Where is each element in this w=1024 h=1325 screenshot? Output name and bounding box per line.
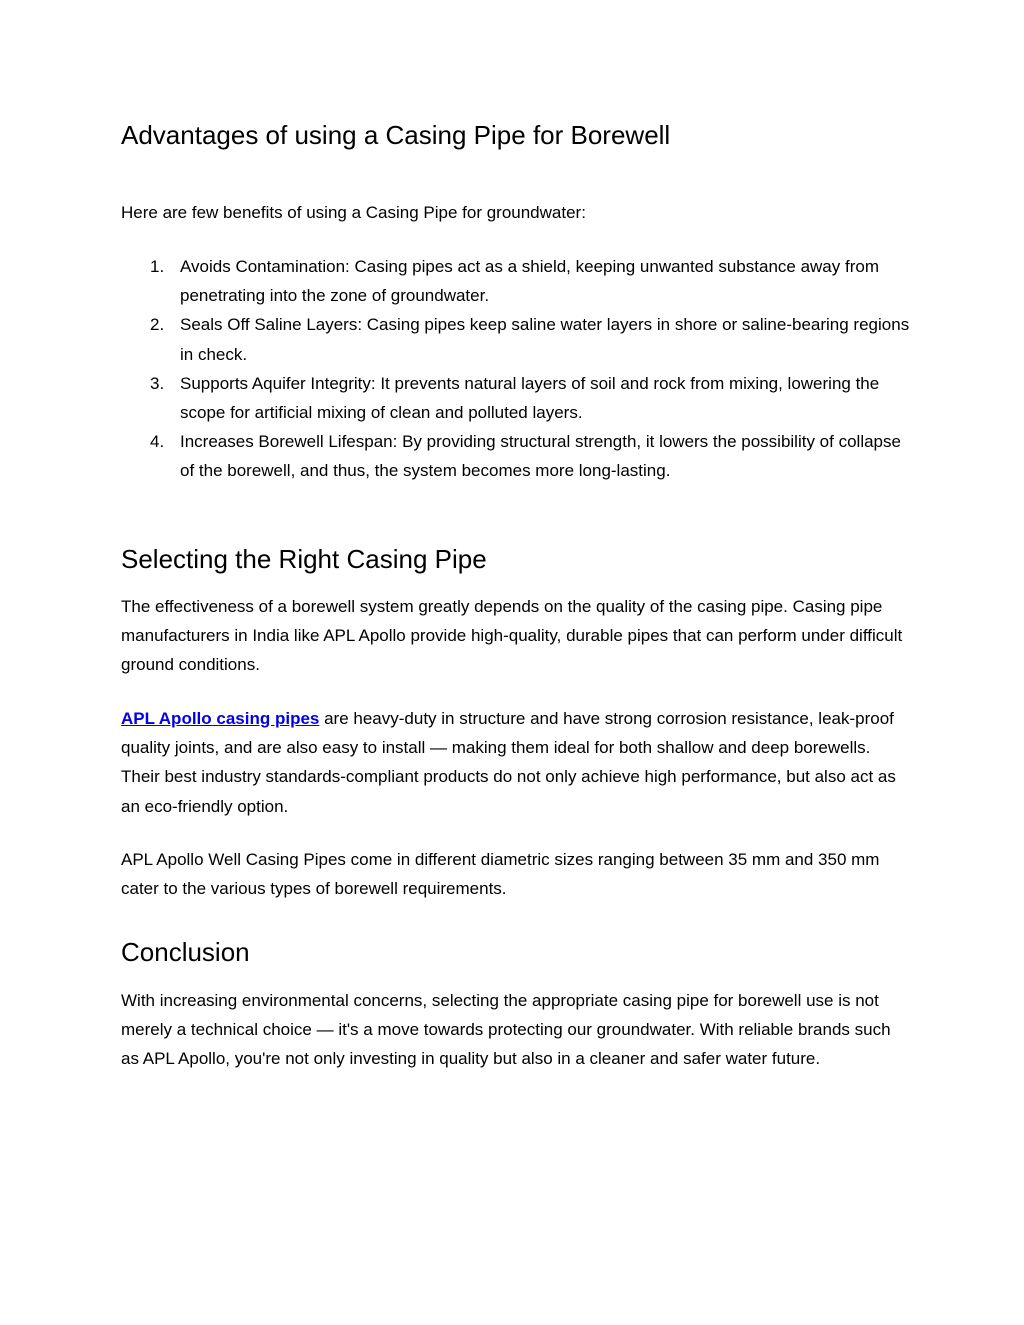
list-item-number: 3.	[150, 373, 165, 393]
list-item-text: Avoids Contamination: Casing pipes act as a shield, keeping unwanted substance away from penetrating into the zone of groundwater.	[180, 257, 879, 306]
selecting-paragraph-3: APL Apollo Well Casing Pipes come in different diametric sizes ranging between 35 mm and 350 mm cater to the various types of borewell requirements.	[121, 850, 880, 899]
list-item-number: 4.	[150, 432, 165, 452]
selecting-paragraph-2-text: are heavy-duty in structure and have strong corrosion resistance, leak-proof quality joints, and are also easy to install — making them ideal for both shallow and deep borewells. Their best industry standards-compliant products do not only achieve high performance, but also act as an eco-friendly option.	[121, 709, 896, 816]
list-item-text: Increases Borewell Lifespan: By providing structural strength, it lowers the possibility of collapse of the borewell, and thus, the system becomes more long-lasting.	[180, 432, 901, 481]
conclusion-paragraph: With increasing environmental concerns, selecting the appropriate casing pipe for borewell use is not merely a technical choice — it's a move towards protecting our groundwater. With reliable brands such as APL Apollo, you're not only investing in quality but also in a cleaner and safer water future.	[121, 991, 891, 1069]
section-heading-selecting: Selecting the Right Casing Pipe	[121, 544, 487, 574]
selecting-paragraph-1: The effectiveness of a borewell system greatly depends on the quality of the casing pipe. Casing pipe manufacturers in India like APL Apollo provide high-quality, durable pipes that can perform under difficult ground conditions.	[121, 597, 903, 675]
list-item-number: 2.	[150, 315, 165, 335]
list-item-number: 1.	[150, 257, 165, 276]
advantages-list	[121, 252, 911, 486]
list-item	[121, 310, 911, 368]
list-item	[121, 427, 911, 485]
section-heading-conclusion: Conclusion	[121, 937, 250, 967]
list-item	[121, 369, 911, 427]
list-item	[121, 252, 911, 310]
list-item-text: Supports Aquifer Integrity: It prevents natural layers of soil and rock from mixing, lowering the scope for artificial mixing of clean and polluted layers.	[180, 373, 880, 423]
advantages-intro: Here are few benefits of using a Casing Pipe for groundwater:	[121, 203, 586, 222]
apl-apollo-casing-pipes-link[interactable]: APL Apollo casing pipes	[121, 709, 320, 728]
list-item-text: Seals Off Saline Layers: Casing pipes keep saline water layers in shore or saline-bearing regions in check.	[180, 315, 910, 364]
section-heading-advantages: Advantages of using a Casing Pipe for Borewell	[121, 120, 671, 150]
selecting-paragraph-2	[121, 704, 911, 821]
